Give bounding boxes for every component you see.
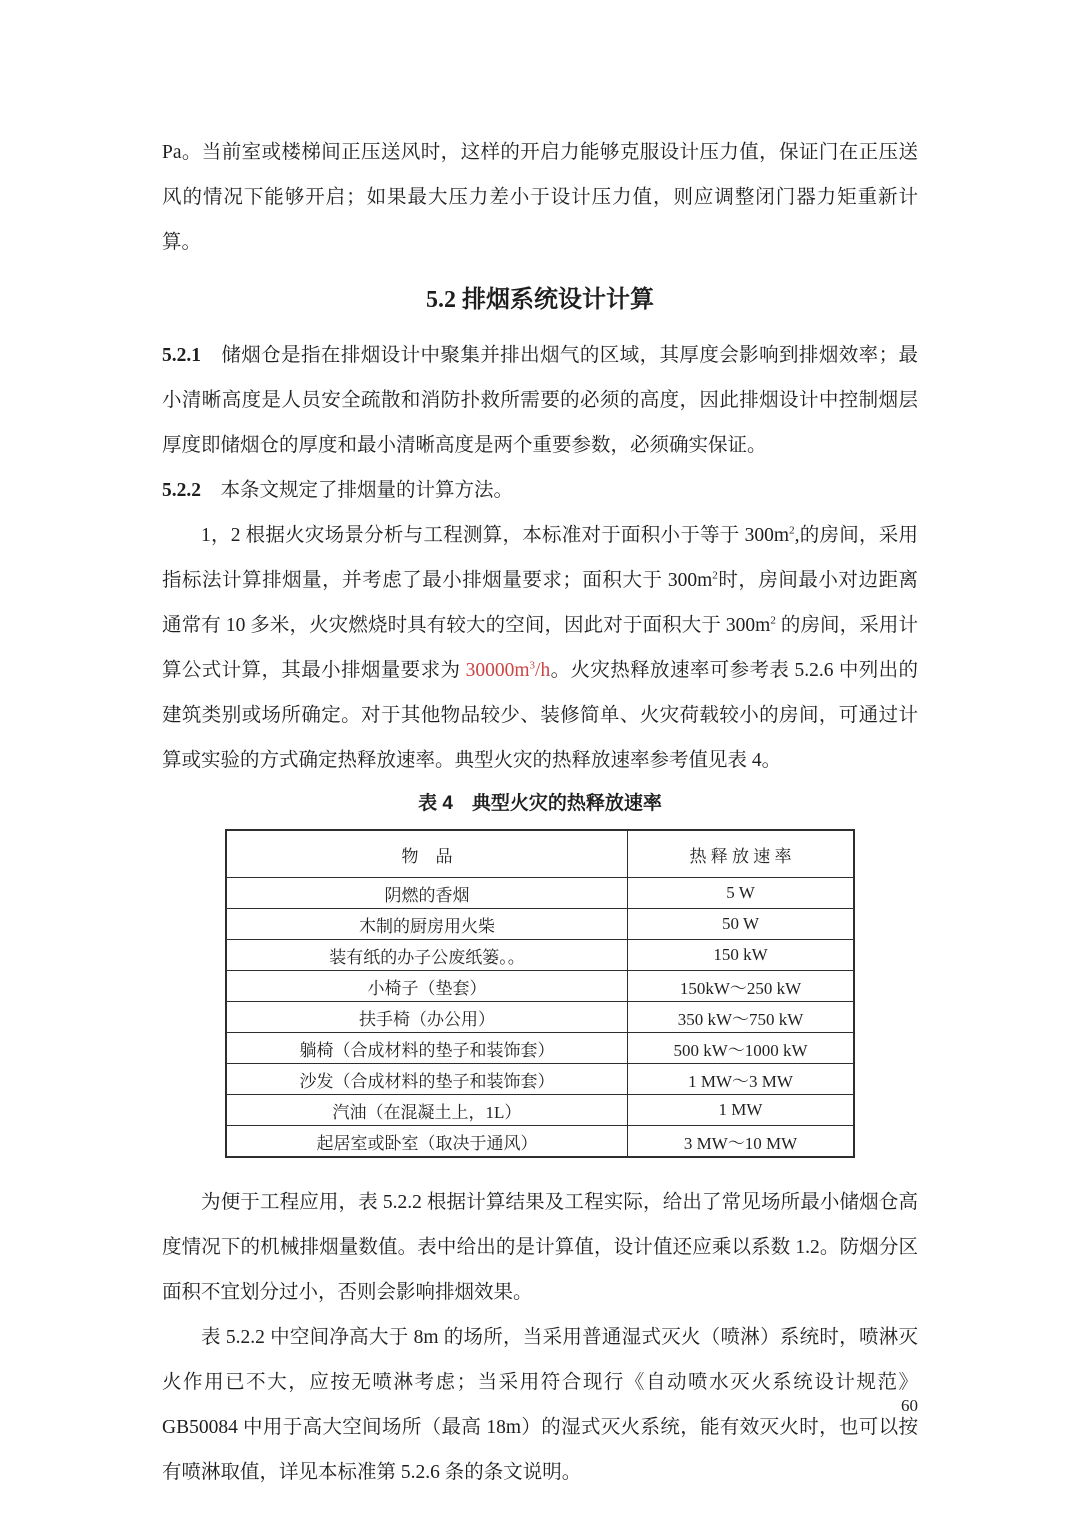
table-cell: 1 MW xyxy=(628,1095,855,1126)
text-segment: 5.2.2 xyxy=(162,480,201,501)
table-row xyxy=(226,971,854,1002)
table-row xyxy=(226,1033,854,1064)
table-row xyxy=(226,1095,854,1126)
text-segment: 。火灾热释放速率可参考表 5.2.6 中列出的建筑类别或场所确定。对于其他物品较少、装修简单、火灾荷载较小的房间，可通过计算或实验的方式确定热释放速率。典型火灾的热释放速率参考值见表 4。 xyxy=(162,660,918,771)
table-row xyxy=(226,909,854,940)
table-row xyxy=(226,1126,854,1158)
text-segment: 为便于工程应用，表 5.2.2 根据计算结果及工程实际，给出了常见场所最小储烟仓高度情况下的机械排烟量数值。表中给出的是计算值，设计值还应乘以系数 1.2。防烟分区面积不宜划分过小，否则会影响排烟效果。 xyxy=(162,1192,918,1303)
table-cell: 150 kW xyxy=(628,940,855,971)
paragraph-continuation xyxy=(162,0,918,265)
table-row xyxy=(226,1002,854,1033)
table-header-item: 物 品 xyxy=(226,830,628,878)
table-cell: 3 MW～10 MW xyxy=(628,1126,855,1158)
table-cell: 5 W xyxy=(628,878,855,909)
section-heading: 5.2 排烟系统设计计算 xyxy=(426,287,654,313)
page-content xyxy=(162,0,918,1495)
table-cell: 500 kW～1000 kW xyxy=(628,1033,855,1064)
table-row xyxy=(226,878,854,909)
page-number: 60 xyxy=(901,1396,918,1415)
text-segment: 表 5.2.2 中空间净高大于 8m 的场所，当采用普通湿式灭火（喷淋）系统时，喷淋灭火作用已不大，应按无喷淋考虑；当采用符合现行《自动喷水灭火系统设计规范》GB50084 中用于高大空间场所（最高 18m）的湿式灭火系统，能有效灭火时，也可以按有喷淋取值，详见本标准第 5.2.6 条的条文说明。 xyxy=(162,1327,918,1483)
text-segment: 2 xyxy=(789,524,795,537)
text-segment: 时，房间最小对边距离通常有 10 多米，火灾燃烧时具有较大的空间，因此对于面积大于 300m xyxy=(162,570,918,636)
text-segment: ,的房间，采用指标法计算排烟量，并考虑了最小排烟量要求；面积大于 300m xyxy=(162,525,918,591)
table-cell: 扶手椅（办公用） xyxy=(226,1002,628,1033)
table-cell: 装有纸的办子公废纸篓。。 xyxy=(226,940,628,971)
table-cell: 50 W xyxy=(628,909,855,940)
paragraph-item-1-2 xyxy=(162,513,918,783)
paragraph-clause-522 xyxy=(162,468,918,513)
table-cell: 阴燃的香烟 xyxy=(226,878,628,909)
table-row xyxy=(226,940,854,971)
text-segment: 的房间，采用计算公式计算，其最小排烟量要求为 xyxy=(162,615,918,681)
paragraph-after-table-1 xyxy=(162,1180,918,1315)
table-cell: 沙发（合成材料的垫子和装饰套） xyxy=(226,1064,628,1095)
text-segment: 5.2.1 xyxy=(162,345,201,366)
text-segment: 本条文规定了排烟量的计算方法。 xyxy=(201,480,514,501)
table-header-rate: 热 释 放 速 率 xyxy=(628,830,855,878)
text-segment: 1，2 根据火灾场景分析与工程测算，本标准对于面积小于等于 300m xyxy=(201,525,790,546)
text-segment: 储烟仓是指在排烟设计中聚集并排出烟气的区域，其厚度会影响到排烟效率；最小清晰高度是人员安全疏散和消防扑救所需要的必须的高度，因此排烟设计中控制烟层厚度即储烟仓的厚度和最小清晰高度是两个重要参数，必须确实保证。 xyxy=(162,345,918,456)
table-cell: 躺椅（合成材料的垫子和装饰套） xyxy=(226,1033,628,1064)
text-segment: 3 xyxy=(529,659,536,672)
table-row xyxy=(226,1064,854,1095)
paragraph-after-table-2 xyxy=(162,1315,918,1495)
table-cell: 1 MW～3 MW xyxy=(628,1064,855,1095)
paragraph-clause-521 xyxy=(162,333,918,468)
table-cell: 汽油（在混凝土上，1L） xyxy=(226,1095,628,1126)
table-cell: 150kW～250 kW xyxy=(628,971,855,1002)
text-segment: Pa。当前室或楼梯间正压送风时，这样的开启力能够克服设计压力值，保证门在正压送风的情况下能够开启；如果最大压力差小于设计压力值，则应调整闭门器力矩重新计算。 xyxy=(162,142,918,253)
table-header-row xyxy=(226,830,854,878)
table-cell: 起居室或卧室（取决于通风） xyxy=(226,1126,628,1158)
table-4-title: 表 4 典型火灾的热释放速率 xyxy=(418,793,662,814)
text-segment: 2 xyxy=(712,569,718,582)
table-cell: 小椅子（垫套） xyxy=(226,971,628,1002)
table-cell: 350 kW～750 kW xyxy=(628,1002,855,1033)
text-segment: /h xyxy=(535,660,551,681)
text-segment: 30000m xyxy=(465,660,530,681)
text-segment: 2 xyxy=(770,614,776,627)
table-cell: 木制的厨房用火柴 xyxy=(226,909,628,940)
table-4-heat-release-rate xyxy=(225,829,855,1158)
